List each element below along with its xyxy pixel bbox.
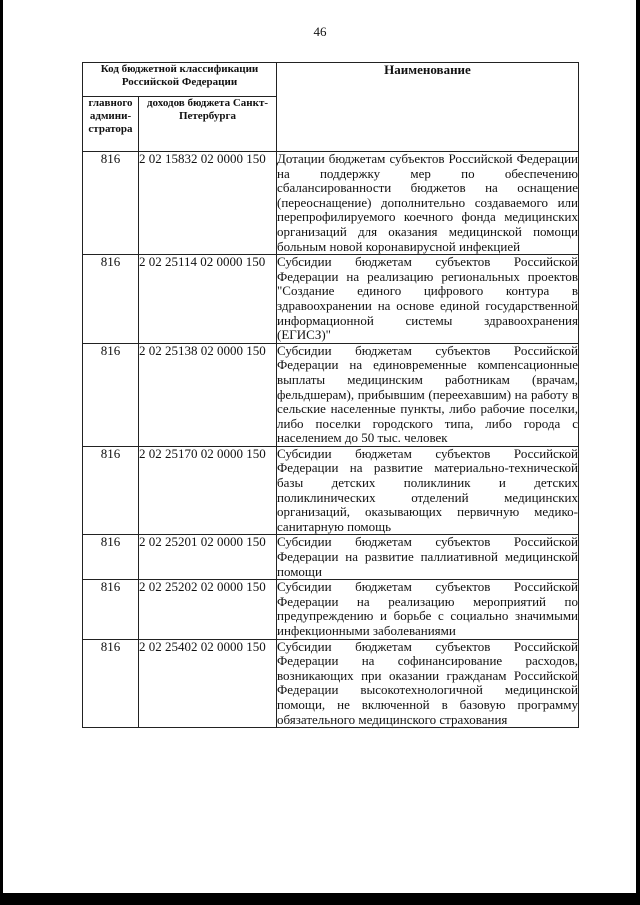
table-row xyxy=(83,535,579,580)
name-cell: Субсидии бюджетам субъектов Российской Федерации на единовременные компенсационные выплаты медицинским работникам (врачам, фельдшерам), прибывшим (переехавшим) на работу в сельские населенные пункты, либо рабочие поселки, либо поселки городского типа, либо города с населением до 50 тыс. человек xyxy=(277,342,578,446)
table-header xyxy=(83,63,579,152)
income-code-cell: 2 02 25170 02 0000 150 xyxy=(139,446,277,535)
table-row xyxy=(83,446,579,535)
scan-border-right xyxy=(636,0,640,905)
scan-border-bottom xyxy=(0,893,640,905)
admin-code-cell: 816 xyxy=(83,343,139,446)
admin-code-cell: 816 xyxy=(83,535,139,580)
scan-border-left xyxy=(0,0,3,905)
table-row xyxy=(83,255,579,344)
income-code-cell: 2 02 15832 02 0000 150 xyxy=(139,152,277,255)
admin-code-cell: 816 xyxy=(83,580,139,639)
name-cell: Субсидии бюджетам субъектов Российской Федерации на развитие паллиативной медицинской помощи xyxy=(277,534,578,579)
header-classification-code: Код бюджетной классификации Российской Федерации xyxy=(83,63,277,97)
admin-code-cell: 816 xyxy=(83,446,139,535)
table-row xyxy=(83,639,579,728)
header-admin: главного админи-стратора xyxy=(83,97,139,152)
table-row xyxy=(83,343,579,446)
budget-classification-table xyxy=(82,62,579,728)
admin-code-cell: 816 xyxy=(83,255,139,344)
table-body xyxy=(83,152,579,728)
page-number: 46 xyxy=(313,24,327,39)
income-code-cell: 2 02 25201 02 0000 150 xyxy=(139,535,277,580)
income-code-cell: 2 02 25202 02 0000 150 xyxy=(139,580,277,639)
header-income: доходов бюджета Санкт-Петербурга xyxy=(139,97,277,152)
table-row xyxy=(83,152,579,255)
admin-code-cell: 816 xyxy=(83,152,139,255)
income-code-cell: 2 02 25402 02 0000 150 xyxy=(139,639,277,728)
header-name: Наименование xyxy=(277,63,579,152)
name-cell: Субсидии бюджетам субъектов Российской Федерации на софинансирование расходов, возникающих при оказании гражданам Российской Федерации высокотехнологичной медицинской помощи, не включенной в базовую программу обязательного медицинского страхования xyxy=(277,638,578,727)
income-code-cell: 2 02 25138 02 0000 150 xyxy=(139,343,277,446)
header-row-top xyxy=(83,63,579,97)
name-cell: Субсидии бюджетам субъектов Российской Федерации на развитие материально-технической базы детских поликлиник и детских поликлинических отделений медицинских организаций, оказывающих первичную медико-санитарную помощь xyxy=(277,445,578,534)
name-cell: Дотации бюджетам субъектов Российской Федерации на поддержку мер по обеспечению сбалансированности бюджетов на оснащение (переоснащение) дополнительно создаваемого или перепрофилируемого коечного фонда медицинских организаций для оказания медицинской помощи больным новой коронавирусной инфекцией xyxy=(277,151,578,254)
income-code-cell: 2 02 25114 02 0000 150 xyxy=(139,255,277,344)
name-cell: Субсидии бюджетам субъектов Российской Федерации на реализацию региональных проектов "Создание единого цифрового контура в здравоохранении на основе единой государственной информационной системы здравоохранения (ЕГИСЗ)" xyxy=(277,254,578,343)
name-cell: Субсидии бюджетам субъектов Российской Федерации на реализацию мероприятий по предупреждению и борьбе с социально значимыми инфекционными заболеваниями xyxy=(277,579,578,638)
table-row xyxy=(83,580,579,639)
admin-code-cell: 816 xyxy=(83,639,139,728)
